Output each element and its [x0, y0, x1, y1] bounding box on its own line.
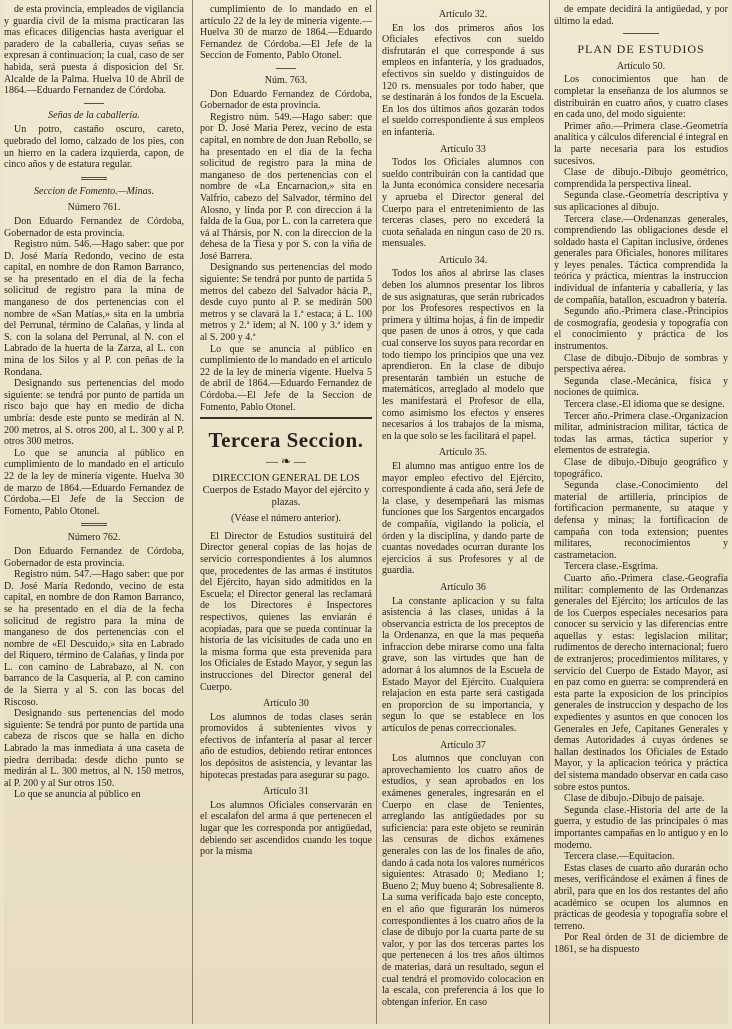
paragraph: Clase de dibujo.-Dibujo de sombras y perspectiva aérea.: [554, 352, 728, 376]
paragraph: Don Eduardo Fernandez de Córdoba, Gobernador de esta provincia.: [4, 215, 184, 239]
rule: [81, 177, 107, 180]
paragraph: Tercera clase.—Equitacion.: [564, 851, 675, 863]
column-1: [4, 4, 184, 1018]
paragraph: Todos los Oficiales alumnos con sueldo contribuirán con la cantidad que la Junta económica considere necesaria y aprueba el Director general del Cuerpo para el entretenimiento de las terceras clases, pero no excederá la cuota señalada en ningun caso de 20 rs. mensuales.: [382, 157, 544, 250]
paragraph: Designando sus pertenencias del modo siguiente: se tendrá por punto de partida un risco bajo que hay en medio de dicha umbría: desde este punto se medirán al N. 200 metros, al S. otros 200, al L. 300 y al P. otros 300 metros.: [4, 378, 184, 448]
paragraph: Primer año.—Primera clase.-Geometría analítica y cálculos diferencial é integral en la parte necesaria para los estudios sucesivos.: [554, 120, 728, 167]
article-label: Artículo 33: [440, 143, 486, 155]
paragraph: Lo que se anuncia al público en cumplimiento de lo mandado en el artículo 22 de la ley de minería vigente. Huelva 5 de abril de 1864.—Eduardo Fernandez de Córdoba.—El Jefe de la Seccion de Fomento, Pablo Otonel.: [200, 343, 372, 413]
article-label: Artículo 50.: [616, 60, 666, 72]
article-label: Artículo 32.: [438, 9, 488, 20]
paragraph: Tercera clase.—Ordenanzas generales, comprendiendo las obligaciones desde el soldado hasta el Capitan inclusive, órdenes generales para Oficiales, honores militares y leyes penales. Táctica comprendida la teórica y práctica, mientras la instruccion individual de infantería y caballería, y las de compañía, batallon, escuadron y batería.: [554, 213, 728, 306]
rule: [623, 33, 659, 34]
notice-number: Núm. 763.: [264, 74, 308, 86]
paragraph: Segunda clase.-Geometría descriptiva y sus aplicaciones al dibujo.: [554, 190, 728, 213]
paragraph: Clase de dibujo.-Dibujo de paisaje.: [564, 793, 705, 805]
rule: [84, 103, 104, 104]
paragraph: Segunda clase.-Conocimiento del material de artillería, principios de fortificacion permanente, su ataque y defensa y minas; la fortificacion de campaña con toda extension; puentes militares, reconocimientos y castrametacion.: [554, 480, 728, 561]
paragraph: Todos los años al abrirse las clases deben los alumnos presentar los libros de sus asignaturas, que serán rubricados por los Profesores respectivos en la primera y última hojas, á fin de impedir que pasen de unos á otros, y que cada cual conserve los suyos para recordar en todo tiempo los principios que una vez aprendieron. En la clase de dibujo presentarán también un estuche de matemáticos, arreglado al modelo que les manifestará el Profesor de ella, como asimismo los efectos y enseres necesarios á los trabajos de la misma, en la que solo se les facilitará el papel.: [382, 268, 544, 442]
rule: [276, 68, 296, 69]
column-divider: [549, 0, 550, 1024]
paragraph: Tercer año.-Primera clase.-Organizacion militar, administracion militar, táctica de todas las armas, táctica superior y elementos de estrategia.: [554, 410, 728, 457]
paragraph: Segunda clase.-Historia del arte de la guerra, y estudio de las principales ó mas importantes campañas en lo antiguo y en lo moderno.: [554, 804, 728, 851]
notice-number: Número 762.: [67, 532, 121, 544]
paragraph: El alumno mas antiguo entre los de mayor empleo efectivo del Ejército, correspondiente á cada año, será Jefe de la clase, y desempeñará las mismas funciones que los Sargentos encargados de compañía, vigilando la policía, el órden y la disciplina, y dando parte de cuantas novedades ocurran durante los ejercicios á sus Profesores y al de guardia.: [382, 460, 544, 577]
rule: [81, 523, 107, 526]
paragraph: Registro núm. 547.—Hago saber: que por D. José María Redondo, vecino de esta capital, en nombre de don Ramon Barranco, se ha presentado en el dia de la fecha solicitud de registro para la mina de manganeso de dos pertenencias con el nombre de «El Descuido,» sita en Labrado del Riquero, término de Calañas, y linda por L. con camino de Labrabazo, al N. con barranco de la Casquería, al P. con camino de la Sierra y al S. con las bocas del Riscoso.: [4, 569, 184, 708]
article-label: Artículo 36: [440, 581, 486, 593]
paragraph: Segundo año.-Primera clase.-Principios de cosmografía, geodesia y topografía con el conocimiento y práctica de los instrumentos.: [554, 306, 728, 353]
article-label: Artículo 37: [440, 739, 486, 751]
newspaper-page: [4, 0, 728, 1024]
paragraph: Cuarto año.-Primera clase.-Geografía militar: complemento de las Ordenanzas generales del Ejército; los artículos de las de los Cuerpos especiales necesarios para conocer su servicio y las diferencias entre aquellas y estas: legislacion militar; rudimentos de derecho internacional; fuero de extranjeros; procedimientos militares, y servicio del Cuerpo de Estado Mayor, así en paz como en guerra: se comprenderá en esta parte la exposicion de los principios generales de instruccion y despacho de los expedientes y asuntos en que conocen los Generales en Jefe, Capitanes Generales y demas Autoridades á cuyas órdenes se hallan destinados los Oficiales de Estado Mayor, y la aplicacion teórica y práctica del sistema mandado observar en cada caso sobre estos puntos.: [554, 572, 728, 793]
section-title: Tercera Seccion.: [208, 428, 364, 453]
paragraph: La constante aplicacion y su falta asistencia á las clases, unidas á la observancia estricta de los preceptos de la Ordenanza, en que la mas pequeña infraccion debe mirarse como una falta grave, son las virtudes que han de adornar á los alumnos de la Escuela de Estado Mayor del Ejército. Cualquiera relajacion en esta parte será castigada en proporcion de su importancia, y segun lo que se establece en los artículos de penas correccionales.: [382, 595, 544, 735]
column-2: [200, 4, 372, 1018]
paragraph: Los alumnos de todas clases serán promovidos á subtenientes vivos y efectivos de infantería al pasar al tercer año de estudios, debiendo retirar entonces los depósitos de asistencia, y levantar las hipotecas prestadas para asegurar su pago.: [200, 711, 372, 781]
paragraph: cumplimiento de lo mandado en el artículo 22 de la ley de minería vigente.—Huelva 30 de marzo de 1864.—Eduardo Fernandez de Córdoba.—El Jefe de la Seccion de Fomento, Pablo Otonel.: [200, 4, 372, 62]
column-divider: [192, 0, 193, 1024]
vease-note: (Véase el número anterior).: [231, 513, 341, 525]
paragraph: Los alumnos que concluyan con aprovechamiento los cuatro años de estudios, y sean aprobados en los exámenes generales, ingresarán en el Cuerpo en clase de Tenientes, arreglando las antigüedades por su suficiencia: para este objeto se reunirán las censuras de dichos exámenes generales con las de los finales de año, dando á cada nota los valores numéricos siguientes: Atrasado 0; Mediano 1; Bueno 2; Muy bueno 4; Sobresaliente 8. La suma verificada bajo este concepto, en el año que figurarán los números correspondientes á los cuatro años de la clase de dibujo por la cuarta parte de su valor, y por las dos terceras partes los que pertenecen á los tres años últimos de materias, dará un resultado, segun el cual tendrá el promovido colocacion en la escala, con preferencia á los que lo obtengan inferior. En caso: [382, 753, 544, 1008]
paragraph: Don Eduardo Fernandez de Córdoba, Gobernador de esta provincia.: [4, 545, 184, 569]
paragraph: El Director de Estudios sustituirá del Director general copias de las hojas de servicio correspondientes á los alumnos que, procedentes de las armas é institutos del Ejército, hayan sido admitidos en la Escuela; el Director general las reclamará de los Directores é Inspectores respectivos, quienes las enviarán é acopiadas, para que se pueda continuar la historia de las vicisitudes de cada uno en la misma forma que esta prevenida para los Oficiales de Estado Mayor, y segun las instrucciones del Director general del Cuerpo.: [200, 530, 372, 693]
paragraph: de esta provincia, empleados de vigilancia y guardia civil de la misma practicaran las mas eficaces diligencias hasta averiguar el paradero de la caballeria, cuyas señas se expresan á continuacion; la cual, caso de ser habida, será puesta á disposicion del Sr. Alcalde de la Palma. Huelva 10 de Abril de 1864.—Eduardo Fernandez de Córdoba.: [4, 4, 184, 97]
paragraph: Los conocimientos que han de completar la enseñanza de los alumnos se distribuirán en cuatro años, y cuatro clases en cada uno, del modo siguiente:: [554, 74, 728, 121]
article-label: Artículo 30: [263, 698, 309, 710]
column-divider: [376, 0, 377, 1024]
paragraph: Clase de dibujo.-Dibujo geométrico, comprendida la perspectiva lineal.: [554, 167, 728, 190]
plan-title: PLAN DE ESTUDIOS: [577, 42, 705, 57]
paragraph: Lo que se anuncia al público en cumplimiento de lo mandado en el artículo 22 de la ley de minería vigente. Huelva 30 de marzo de 1864.—Eduardo Fernandez de Córdoba.—El Jefe de la Seccion de Fomento, Pablo Otonel.: [4, 447, 184, 517]
column-3: [382, 4, 544, 1018]
column-4: [554, 4, 728, 1018]
paragraph: Segunda clase.-Mecánica, física y nociones de química.: [554, 375, 728, 399]
notice-number: Número 761.: [67, 202, 121, 214]
paragraph: Designando sus pertenencias del modo siguiente: Se tendrá por punto de partida una cabeza de riscos que se halla en dicho Labrado la mas inmediata á una caseta de piedra derribada: desde dicho punto se medirán al L. 300 metros, al N. 150 metros, al P. 200 y al Sur otros 150.: [4, 708, 184, 789]
paragraph: Estas clases de cuarto año durarán ocho meses, verificándose el exámen á fines de abril, para que en los dos restantes del año académico se ocupen los alumnos en prácticas de geodesia y topografía sobre el terreno.: [554, 862, 728, 932]
paragraph: Un potro, castaño oscuro, careto, quebrado del lomo, calzado de los pies, con un hierro en la cadera izquierda, capon, de cinco años y de estatura regular.: [4, 124, 184, 171]
heading-seccion-fomento: Seccion de Fomento.—Minas.: [34, 185, 154, 197]
article-label: Artículo 34.: [438, 254, 488, 266]
paragraph: Registro núm. 549.—Hago saber: que por D. José Maria Perez, vecino de esta capital, en nombre de don Juan Rebollo, se ha presentado en el dia de la fecha solicitud de registro para la mina de manganeso de dos pertenencias con el nombre de «La Encarnacion,» sita en Valfrio, cabezo del Salvador, término del Alosno, y linda por P. con direccion á la falda de la Gua, por L. con la carretera que vá al Thársis, por N. con la direccion de la dehesa de la Tiesa y por S. con la viña de José Barrera.: [200, 111, 372, 262]
article-label: Artículo 31: [263, 786, 309, 798]
paragraph: de empate decidirá la antigüedad, y por último la edad.: [554, 4, 728, 27]
paragraph: Lo que se anuncia al público en: [14, 789, 141, 801]
paragraph: Designando sus pertenencias del modo siguiente: Se tendrá por punto de partida 5 metros del cabezo del Salvador hácia P., desde cuyo punto al P. se medirán 500 metros y se clavará la 1.ª estaca; á L. 100 metros y 2.ª idem; al N. 100 y 3.ª idem y al S. 200 y 4.ª: [200, 262, 372, 344]
paragraph: Clase de dibujo.-Dibujo geográfico y topográfico.: [554, 456, 728, 480]
paragraph: Tercera clase.-Esgrima.: [564, 561, 658, 573]
ornament: — ❧ —: [265, 454, 307, 469]
paragraph: Registro núm. 546.—Hago saber: que por D. José María Redondo, vecino de esta capital, en nombre de don Ramon Barranco, se ha presentado en el dia de la fecha solicitud de registro para la mina de manganeso de dos pertenencias con el nombre de «San Matías,» sita en la umbría del Perrunal, término de Calañas, y linda al S. con la solana del Perrunal, al N. con el Labrado de la huerta de la Zarza, al L. con mina de los Silos y al P. con peñas de la Rondana.: [4, 239, 184, 378]
direccion-heading: DIRECCION GENERAL DE LOS Cuerpos de Estado Mayor del ejército y plazas.: [202, 473, 370, 509]
section-rule: [200, 417, 372, 419]
paragraph: Los alumnos Oficiales conservarán en el escalafon del arma á que pertenecen el lugar que les corresponda por antigüedad, debiendo ser ascendidos cuando les toque por la misma: [200, 799, 372, 858]
paragraph: Por Real órden de 31 de diciembre de 1861, se ha dispuesto: [554, 932, 728, 955]
paragraph: Tercera clase.-El idioma que se designe.: [564, 399, 725, 410]
heading-senas: Señas de la caballería.: [48, 109, 140, 121]
paragraph: Don Eduardo Fernandez de Córdoba, Gobernador de esta provincia.: [200, 88, 372, 112]
paragraph: En los dos primeros años los Oficiales efectivos con sueldo disfrutarán el que corresponde á sus empleos en infantería, y los graduados, efectivos sin sueldo y distinguidos de 120 rs. mensuales por todo haber, que se destinarán á los fondos de la Escuela. En los dos últimos años gozarán todos el sueldo correspondiente á sus empleos en infantería.: [382, 22, 544, 138]
article-label: Artículo 35.: [438, 447, 488, 459]
